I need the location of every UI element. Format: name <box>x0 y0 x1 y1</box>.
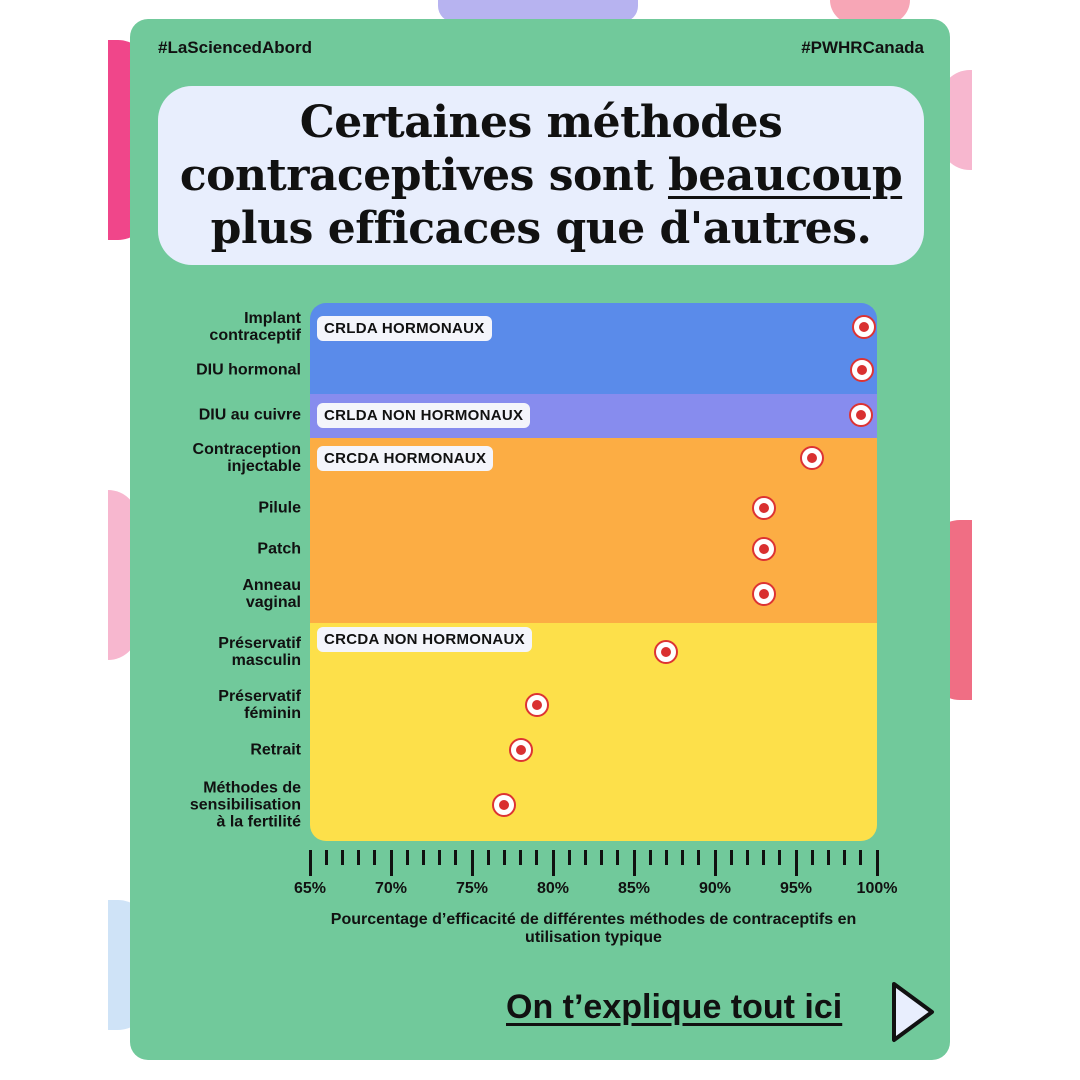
minor-tick <box>325 850 328 865</box>
minor-tick <box>843 850 846 865</box>
minor-tick <box>665 850 668 865</box>
x-tick-label: 65% <box>293 880 327 897</box>
hashtag-left: #LaSciencedAbord <box>158 38 312 57</box>
major-tick <box>795 850 798 876</box>
title-text-after: plus efficaces que d'autres. <box>210 203 872 254</box>
x-axis-label: Pourcentage d’efficacité de différentes méthodes de contraceptifs en utilisation typique <box>330 911 857 946</box>
data-point <box>752 496 776 520</box>
minor-tick <box>584 850 587 865</box>
minor-tick <box>454 850 457 865</box>
minor-tick <box>746 850 749 865</box>
minor-tick <box>697 850 700 865</box>
minor-tick <box>778 850 781 865</box>
major-tick <box>552 850 555 876</box>
title-emphasis: beaucoup <box>667 150 903 201</box>
minor-tick <box>859 850 862 865</box>
category-label: Contraception injectable <box>192 441 301 475</box>
category-label: Implant contraceptif <box>209 310 301 344</box>
x-tick-label: 90% <box>698 880 732 897</box>
cta-link[interactable]: On t’explique tout ici <box>506 988 843 1026</box>
minor-tick <box>649 850 652 865</box>
category-label: Anneau vaginal <box>242 577 301 611</box>
major-tick <box>390 850 393 876</box>
data-point <box>852 315 876 339</box>
category-label: DIU au cuivre <box>198 406 301 424</box>
category-label: DIU hormonal <box>196 361 301 379</box>
category-label: Préservatif féminin <box>218 688 301 722</box>
minor-tick <box>438 850 441 865</box>
major-tick <box>471 850 474 876</box>
category-label: Méthodes de sensibilisation à la fertilité <box>189 779 301 831</box>
minor-tick <box>730 850 733 865</box>
data-point <box>509 738 533 762</box>
category-label: Patch <box>257 540 301 558</box>
play-arrow-icon[interactable] <box>888 980 938 1044</box>
minor-tick <box>503 850 506 865</box>
minor-tick <box>422 850 425 865</box>
title-text-before: Certaines méthodes contraceptives sont <box>179 97 783 201</box>
page-title <box>158 96 924 255</box>
x-tick-label: 85% <box>617 880 651 897</box>
hashtag-right: #PWHRCanada <box>801 38 924 57</box>
data-point <box>752 537 776 561</box>
data-point <box>800 446 824 470</box>
category-label: Préservatif masculin <box>218 635 301 669</box>
major-tick <box>633 850 636 876</box>
minor-tick <box>373 850 376 865</box>
x-tick-label: 100% <box>856 880 898 897</box>
minor-tick <box>616 850 619 865</box>
group-label: CRCDA HORMONAUX <box>317 446 493 471</box>
category-label: Pilule <box>258 499 301 517</box>
group-label: CRLDA NON HORMONAUX <box>317 403 530 428</box>
x-tick-label: 75% <box>455 880 489 897</box>
minor-tick <box>519 850 522 865</box>
data-point <box>752 582 776 606</box>
major-tick <box>309 850 312 876</box>
x-tick-label: 95% <box>779 880 813 897</box>
minor-tick <box>487 850 490 865</box>
major-tick <box>876 850 879 876</box>
minor-tick <box>811 850 814 865</box>
minor-tick <box>568 850 571 865</box>
minor-tick <box>600 850 603 865</box>
minor-tick <box>341 850 344 865</box>
minor-tick <box>762 850 765 865</box>
minor-tick <box>535 850 538 865</box>
chart-plot-area <box>310 303 877 841</box>
data-point <box>525 693 549 717</box>
x-tick-label: 80% <box>536 880 570 897</box>
data-point <box>849 403 873 427</box>
x-axis <box>310 850 877 880</box>
major-tick <box>714 850 717 876</box>
minor-tick <box>827 850 830 865</box>
group-label: CRCDA NON HORMONAUX <box>317 627 532 652</box>
category-label: Retrait <box>250 741 301 759</box>
title-box <box>158 86 924 265</box>
x-tick-label: 70% <box>374 880 408 897</box>
group-label: CRLDA HORMONAUX <box>317 316 492 341</box>
minor-tick <box>357 850 360 865</box>
group-band <box>310 623 877 841</box>
minor-tick <box>406 850 409 865</box>
minor-tick <box>681 850 684 865</box>
